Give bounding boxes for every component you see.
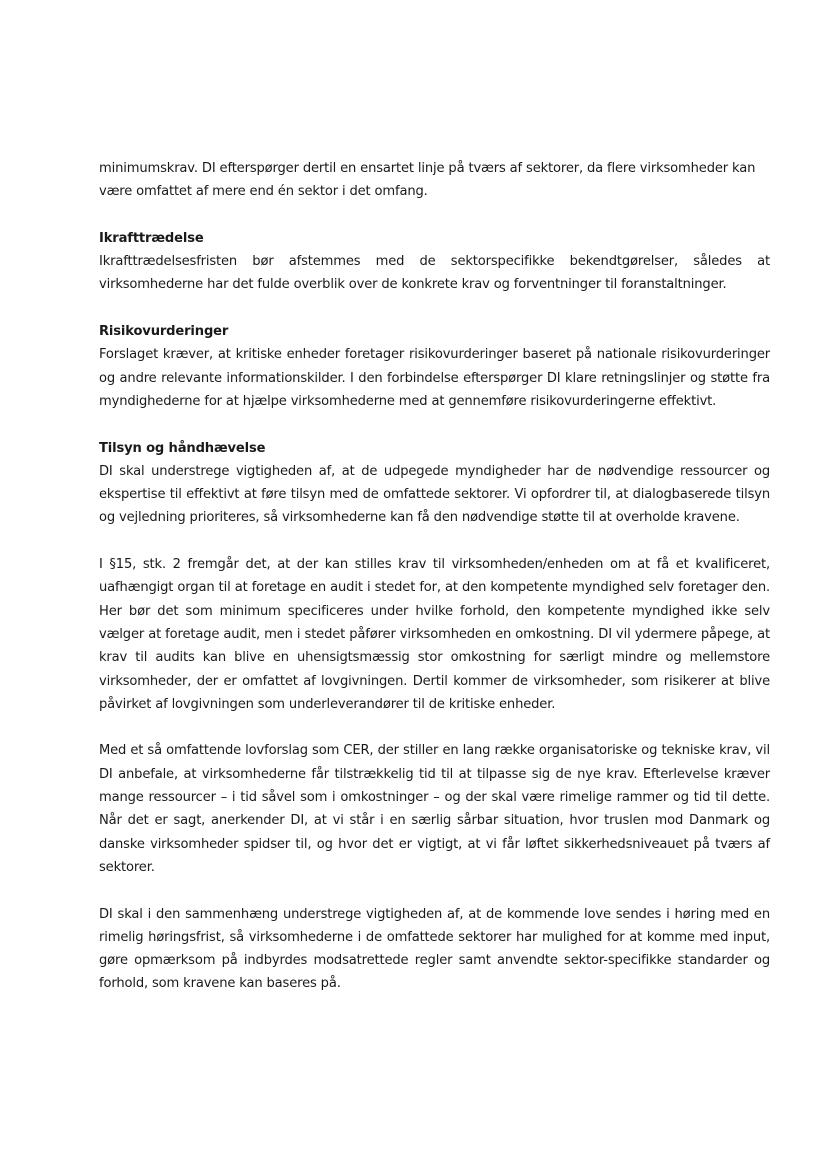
paragraph-risikovurderinger: Forslaget kræver, at kritiske enheder foretager risikovurderinger baseret på nationale risikovurderinger og andre relevante informationskilder. I den forbindelse efterspørger DI klare retningslinjer og støtte fra myndighederne for at hjælpe virksomhederne med at gennemføre risikovurderingerne effektivt. [99, 347, 770, 409]
section-heading-risikovurderinger: Risikovurderinger [99, 324, 229, 340]
section-cer [99, 739, 770, 879]
section-intro-continuation [99, 157, 770, 204]
paragraph-minimumskrav: minimumskrav. DI efterspørger dertil en ensartet linje på tværs af sektorer, da flere virksomheder kan være omfattet af mere end én sektor i det omfang. [99, 161, 756, 200]
section-heading-tilsyn: Tilsyn og håndhævelse [99, 440, 266, 456]
section-hoering [99, 903, 770, 996]
section-tilsyn [99, 437, 770, 530]
paragraph-hoering: DI skal i den sammenhæng understrege vigtigheden af, at de kommende love sendes i høring med en rimelig høringsfrist, så virksomhederne i de omfattede sektorer har mulighed for at komme med input, gøre opmærksom på indbyrdes modsatrettede regler samt anvendte sektor-specifikke standarder og forhold, som kravene kan baseres på. [99, 906, 770, 992]
paragraph-cer: Med et så omfattende lovforslag som CER, der stiller en lang række organisatoriske og tekniske krav, vil DI anbefale, at virksomhederne får tilstrækkelig tid til at tilpasse sig de nye krav. Efterlevelse kræver mange ressourcer – i tid såvel som i omkostninger – og der skal være rimelige rammer og tid til dette. Når det er sagt, anerkender DI, at vi står i en særlig sårbar situation, hvor truslen mod Danmark og danske virksomheder spidser til, og hvor det er vigtigt, at vi får løftet sikkerhedsniveauet på tværs af sektorer. [99, 743, 770, 875]
section-ikrafttraedelse [99, 227, 770, 297]
document-body [99, 157, 770, 1019]
paragraph-audit: I §15, stk. 2 fremgår det, at der kan stilles krav til virksomheden/enheden om at få et kvalificeret, uafhængigt organ til at foretage en audit i stedet for, at den kompetente myndighed selv foretager den. Her bør det som minimum specificeres under hvilke forhold, den kompetente myndighed ikke selv vælger at foretage audit, men i stedet påfører virksomheden en omkostning. DI vil ydermere påpege, at krav til audits kan blive en uhensigtsmæssig stor omkostning for særligt mindre og mellemstore virksomheder, der er omfattet af lovgivningen. Dertil kommer de virksomheder, som risikerer at blive påvirket af lovgivningen som underleverandører til de kritiske enheder. [99, 557, 770, 712]
section-risikovurderinger [99, 320, 770, 413]
section-heading-ikrafttraedelse: Ikrafttrædelse [99, 230, 204, 246]
paragraph-tilsyn: DI skal understrege vigtigheden af, at de udpegede myndigheder har de nødvendige ressourcer og ekspertise til effektivt at føre tilsyn med de omfattede sektorer. Vi opfordrer til, at dialogbaserede tilsyn og vejledning prioriteres, så virksomhederne kan få den nødvendige støtte til at overholde kravene. [99, 463, 770, 526]
paragraph-ikrafttraedelse: Ikrafttrædelsesfristen bør afstemmes med de sektorspecifikke bekendtgørelser, således at virksomhederne har det fulde overblik over de konkrete krav og forventninger til foranstaltninger. [99, 254, 770, 293]
section-audit [99, 553, 770, 716]
